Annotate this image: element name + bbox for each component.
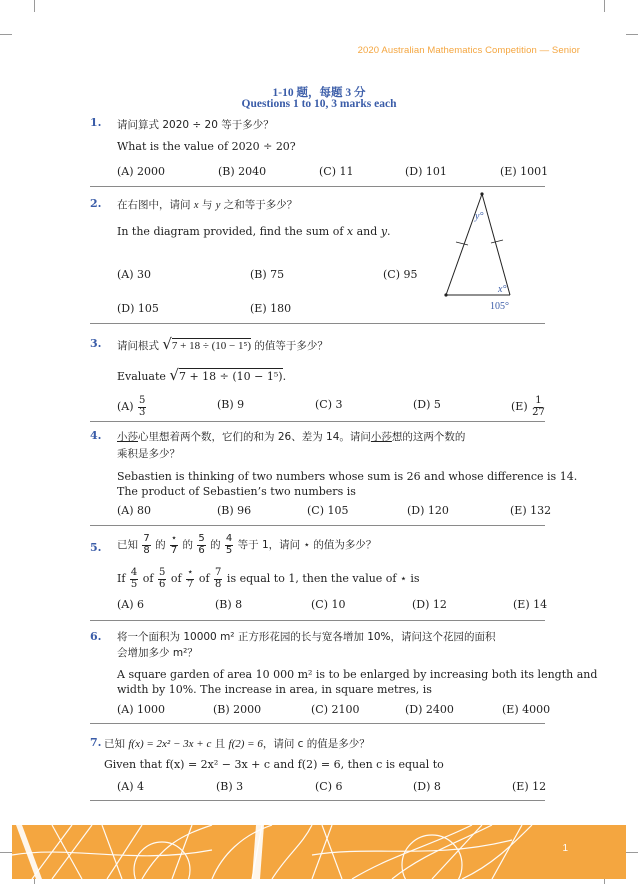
triangle-left-side bbox=[446, 194, 482, 295]
option-a: (A) 6 bbox=[117, 598, 145, 611]
option-d: (D) 8 bbox=[413, 780, 441, 793]
divider bbox=[90, 620, 545, 621]
option-c: (C) 2100 bbox=[311, 703, 360, 716]
question-number: 4. bbox=[90, 429, 102, 442]
question-text-en: In the diagram provided, find the sum of x and y. bbox=[117, 225, 391, 238]
question-text-zh-line2: 会增加多少 m²？ bbox=[117, 647, 198, 659]
option-b: (B) 2040 bbox=[218, 165, 267, 178]
question-number: 1. bbox=[90, 116, 102, 129]
divider bbox=[90, 323, 545, 324]
option-b: (B) 3 bbox=[216, 780, 244, 793]
question-number: 5. bbox=[90, 541, 102, 554]
section-title-en: Questions 1 to 10, 3 marks each bbox=[241, 98, 397, 110]
triangle-right-side bbox=[482, 194, 510, 295]
footer-pattern bbox=[12, 825, 626, 879]
question-number: 3. bbox=[90, 337, 102, 350]
page-number: 1 bbox=[562, 843, 568, 854]
option-d: (D) 5 bbox=[413, 398, 441, 411]
option-d: (D) 105 bbox=[117, 302, 159, 315]
option-b: (B) 96 bbox=[217, 504, 252, 517]
base-point bbox=[444, 293, 447, 296]
question-text-zh: 请问根式 √7 + 18 ÷ (10 − 1⁵) 的值等于多少？ bbox=[117, 335, 328, 353]
question-text-zh: 请问算式 2020 ÷ 20 等于多少？ bbox=[117, 119, 274, 131]
option-a: (A) 2000 bbox=[117, 165, 166, 178]
question-text-en: Given that f(x) = 2x² − 3x + c and f(2) = 6, then c is equal to bbox=[104, 758, 444, 771]
competition-header: 2020 Australian Mathematics Competition — Senior bbox=[357, 45, 580, 56]
question-text-en: Evaluate √7 + 18 ÷ (10 − 1⁵). bbox=[117, 366, 287, 384]
option-d: (D) 12 bbox=[412, 598, 447, 611]
option-e: (E) 14 bbox=[513, 598, 548, 611]
divider bbox=[90, 800, 545, 801]
question-text-zh: 已知 $\frac{7}{8}$ 的 $\frac{⋆}{7}$ 的 $\frac{5}{6}$ 的 $\frac{4}{5}$ 等于 1，请问 ⋆ 的值为多少？ bbox=[117, 533, 377, 556]
crop-mark bbox=[626, 34, 638, 35]
question-number: 2. bbox=[90, 197, 102, 210]
option-b: (B) 75 bbox=[250, 268, 285, 281]
option-c: (C) 10 bbox=[311, 598, 346, 611]
divider bbox=[90, 723, 545, 724]
option-a: (A) 1000 bbox=[117, 703, 166, 716]
option-d: (D) 120 bbox=[407, 504, 449, 517]
apex-point bbox=[480, 192, 483, 195]
section-title-zh: 1-10 题，每题 3 分 bbox=[272, 87, 366, 99]
option-c: (C) 3 bbox=[315, 398, 343, 411]
option-c: (C) 6 bbox=[315, 780, 343, 793]
option-e: (E) 132 bbox=[510, 504, 552, 517]
option-e: (E) 180 bbox=[250, 302, 292, 315]
divider bbox=[90, 421, 545, 422]
tick-mark bbox=[456, 242, 468, 245]
option-b: (B) 8 bbox=[215, 598, 243, 611]
option-d: (D) 101 bbox=[405, 165, 447, 178]
option-e: (E) 1001 bbox=[500, 165, 549, 178]
question-text-en-line2: The product of Sebastien’s two numbers is bbox=[117, 485, 356, 498]
crop-mark bbox=[0, 852, 12, 853]
angle-105-label: 105° bbox=[490, 301, 509, 312]
option-a: (A) 4 bbox=[117, 780, 145, 793]
question-text-zh: 小莎心里想着两个数，它们的和为 26、差为 14。请问小莎想的这两个数的 bbox=[117, 431, 466, 443]
question-number: 7. bbox=[90, 736, 102, 749]
question-text-zh: 已知 f(x) = 2x² − 3x + c 且 f(2) = 6，请问 c 的值是多少？ bbox=[104, 738, 370, 750]
question-text-en: If $\frac{4}{5}$ of $\frac{5}{6}$ of $\frac{⋆}{7}$ of $\frac{7}{8}$ is equal to 1, then the value of ⋆ is bbox=[117, 567, 420, 590]
question-text-en: What is the value of 2020 ÷ 20? bbox=[117, 140, 296, 153]
divider bbox=[90, 186, 545, 187]
question-number: 6. bbox=[90, 630, 102, 643]
tick-mark bbox=[491, 240, 503, 243]
question-text-zh: 在右图中，请问 x 与 y 之和等于多少？ bbox=[117, 199, 298, 211]
option-c: (C) 105 bbox=[307, 504, 349, 517]
crop-mark bbox=[626, 852, 638, 853]
crop-mark bbox=[34, 0, 35, 12]
angle-y-label: y° bbox=[475, 211, 484, 222]
triangle-diagram bbox=[440, 188, 520, 314]
option-b: (B) 2000 bbox=[213, 703, 262, 716]
crop-mark bbox=[604, 0, 605, 12]
question-text-en-line2: width by 10%. The increase in area, in square metres, is bbox=[117, 683, 432, 696]
option-b: (B) 9 bbox=[217, 398, 245, 411]
option-a: (A) 80 bbox=[117, 504, 152, 517]
option-e: (E) $\frac{1}{27}$ bbox=[511, 395, 545, 418]
crop-mark bbox=[0, 34, 12, 35]
option-e: (E) 12 bbox=[512, 780, 547, 793]
footer-band bbox=[12, 825, 626, 879]
option-c: (C) 95 bbox=[383, 268, 418, 281]
option-d: (D) 2400 bbox=[405, 703, 454, 716]
option-a: (A) 30 bbox=[117, 268, 152, 281]
angle-x-label: x° bbox=[498, 284, 507, 295]
option-c: (C) 11 bbox=[319, 165, 354, 178]
question-text-zh: 将一个面积为 10000 m² 正方形花园的长与宽各增加 10%，请问这个花园的面积 bbox=[117, 631, 496, 643]
question-text-zh-line2: 乘积是多少？ bbox=[117, 448, 180, 460]
question-text-en: A square garden of area 10 000 m² is to be enlarged by increasing both its length and bbox=[117, 668, 598, 681]
option-a: (A) $\frac{5}{3}$ bbox=[117, 395, 146, 418]
option-e: (E) 4000 bbox=[502, 703, 551, 716]
divider bbox=[90, 525, 545, 526]
question-text-en: Sebastien is thinking of two numbers whose sum is 26 and whose difference is 14. bbox=[117, 470, 578, 483]
